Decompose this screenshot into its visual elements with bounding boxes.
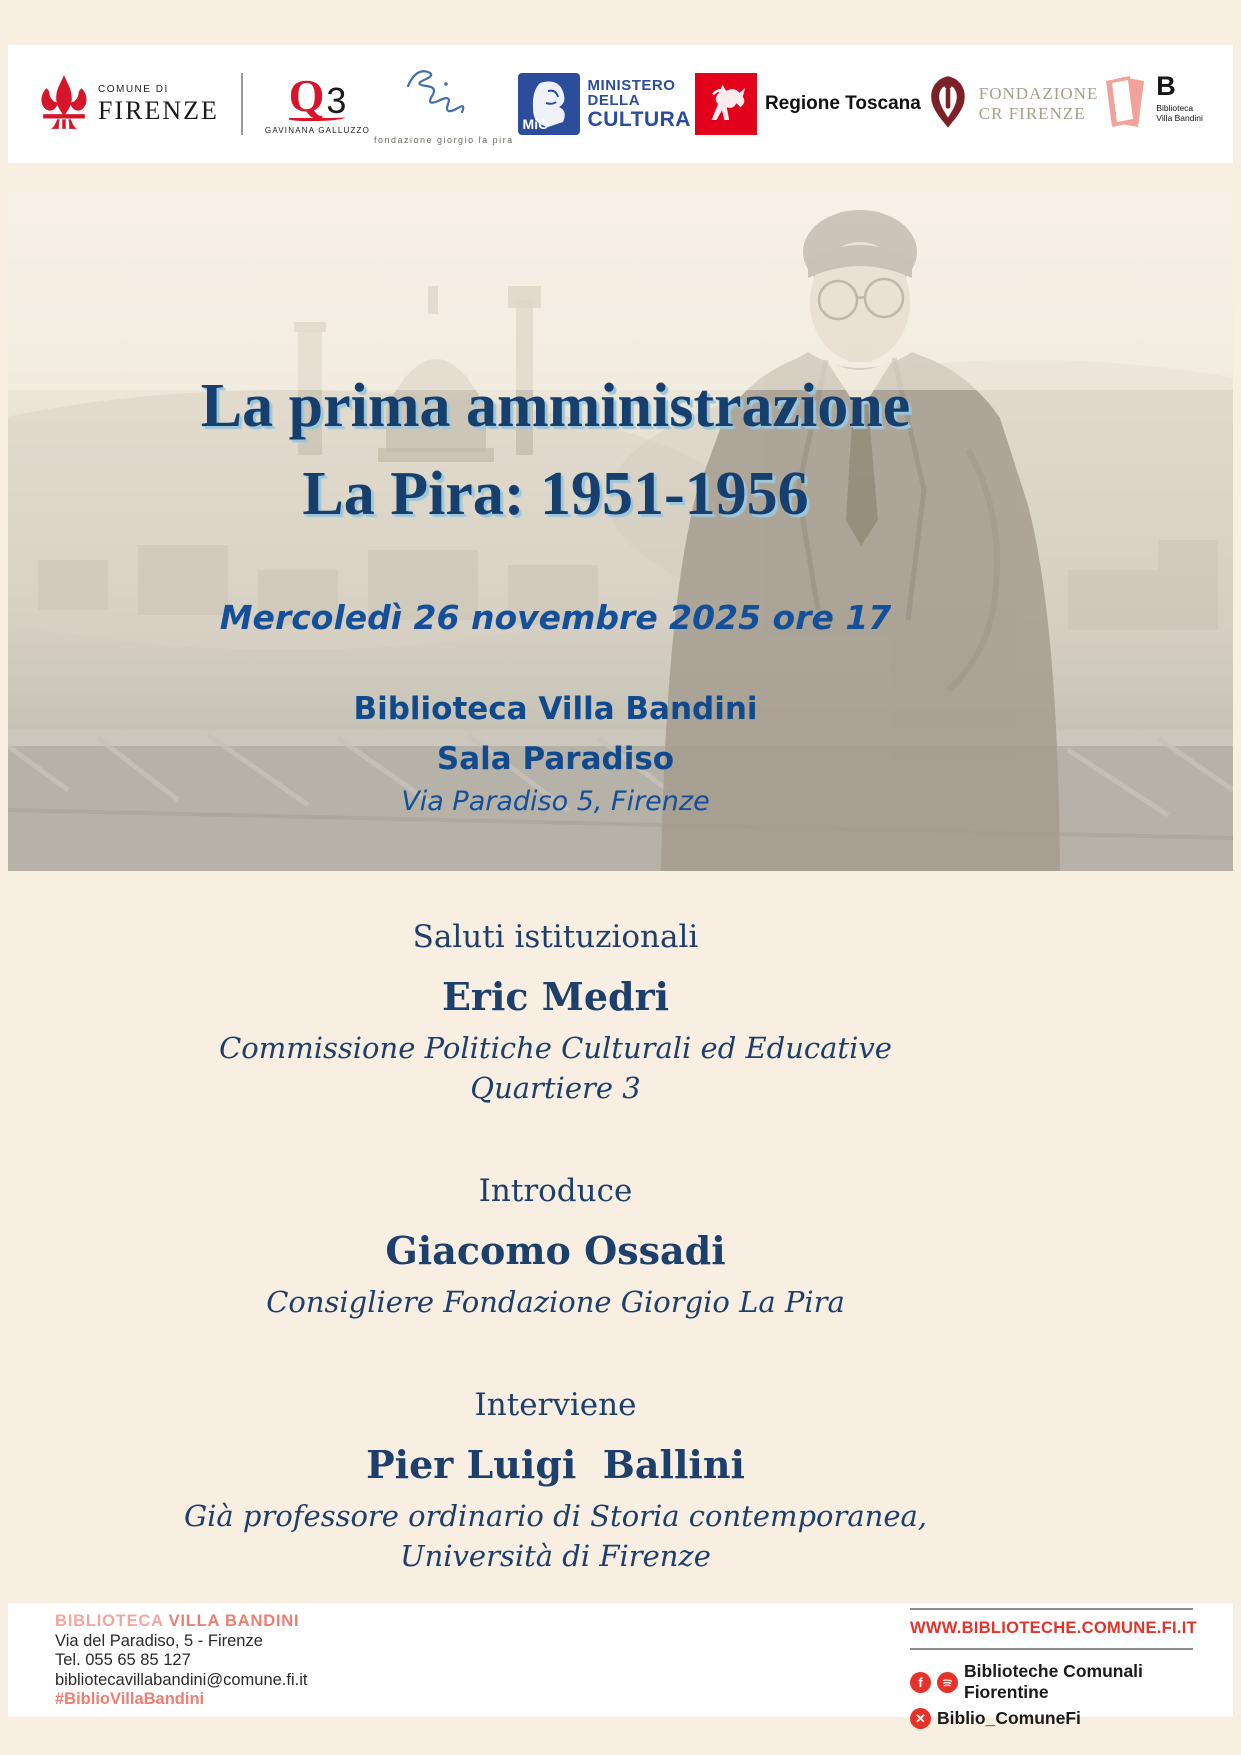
- fondazione-cr-firenze-logo: [925, 73, 1099, 136]
- regione-toscana-label: Regione Toscana: [764, 93, 921, 114]
- section-heading: Saluti istituzionali: [412, 919, 699, 955]
- bandini-line2: Villa Bandini: [1156, 113, 1203, 124]
- hero-photo: [8, 190, 1233, 871]
- logo-divider: [241, 73, 243, 135]
- ministero-cultura-logo: [518, 73, 691, 135]
- speaker-role: [0, 1028, 1111, 1108]
- section-heading: Introduce: [478, 1173, 633, 1209]
- library-email: bibliotecavillabandini@comune.fi.it: [55, 1670, 308, 1689]
- library-hashtag: #BiblioVillaBandini: [55, 1690, 205, 1708]
- program-section-saluti: [0, 918, 1111, 1108]
- mic-box-label: MiC: [522, 116, 549, 132]
- mic-line3: CULTURA: [587, 107, 691, 131]
- la-pira-signature-icon: [402, 64, 486, 125]
- event-address: Via Paradiso 5, Firenze: [401, 786, 710, 817]
- mic-line2: DELLA: [587, 92, 641, 110]
- bandini-line1: Biblioteca: [1156, 102, 1194, 113]
- quartiere3-logo: [264, 70, 371, 135]
- hero-text-block: [8, 190, 1233, 871]
- partner-logo-band: [8, 45, 1233, 163]
- florence-lily-icon: [38, 70, 90, 139]
- speaker-name: Pier Luigi Ballini: [366, 1442, 745, 1487]
- speaker-role: [0, 1496, 1111, 1576]
- event-title: [8, 362, 1103, 538]
- q3-caption: GAVINANA GALLUZZO: [264, 126, 371, 135]
- cr-firenze-line2: CR FIRENZE: [978, 104, 1086, 123]
- speaker-name: Eric Medri: [441, 974, 670, 1019]
- comune-line2: FIRENZE: [98, 95, 219, 125]
- divider-rule-top: [910, 1608, 1193, 1610]
- library-address: Via del Paradiso, 5 - Firenze: [55, 1631, 263, 1650]
- mic-profile-icon: [518, 73, 580, 135]
- library-phone: Tel. 055 65 85 127: [55, 1651, 191, 1669]
- spotify-icon: [937, 1672, 958, 1693]
- library-label: BIBLIOTECA: [55, 1612, 164, 1630]
- section-heading: Interviene: [474, 1387, 637, 1423]
- program-list: [0, 918, 1111, 1640]
- program-section-introduce: [0, 1172, 1111, 1322]
- comune-line1: COMUNE DI: [98, 83, 169, 95]
- library-contact-block: [55, 1612, 307, 1710]
- event-venue: [8, 684, 1103, 784]
- program-section-interviene: [0, 1386, 1111, 1576]
- speaker-name: Giacomo Ossadi: [385, 1228, 726, 1273]
- mic-line1: MINISTERO: [587, 77, 676, 94]
- event-date: Mercoledì 26 novembre 2025 ore 17: [219, 598, 892, 637]
- speaker-role-line2: Università di Firenze: [400, 1539, 711, 1573]
- x-twitter-icon: ✕: [910, 1708, 931, 1729]
- speaker-role-line1: Già professore ordinario di Storia contemporanea,: [183, 1499, 928, 1533]
- cr-firenze-emblem-icon: [925, 73, 971, 136]
- divider-rule-bottom: [910, 1648, 1193, 1650]
- event-title-line2: La Pira: 1951-1956: [302, 460, 809, 528]
- event-venue-line1: Biblioteca Villa Bandini: [353, 691, 758, 727]
- regione-toscana-logo: [695, 73, 921, 135]
- facebook-icon: f: [910, 1672, 931, 1693]
- social-handle-1: Biblioteche Comunali Fiorentine: [964, 1661, 1143, 1702]
- q3-number: 3: [326, 80, 347, 121]
- fondazione-la-pira-logo: [374, 64, 514, 145]
- book-pages-icon: [1102, 73, 1148, 136]
- la-pira-caption: fondazione giorgio la pira: [374, 134, 514, 145]
- event-title-line1: La prima amministrazione: [200, 372, 911, 440]
- speaker-role: [0, 1282, 1111, 1322]
- speaker-role-line1: Consigliere Fondazione Giorgio La Pira: [266, 1285, 845, 1319]
- pegasus-icon: [695, 73, 757, 135]
- speaker-role-line1: Commissione Politiche Culturali ed Educative: [219, 1031, 892, 1065]
- cr-firenze-line1: FONDAZIONE: [978, 84, 1099, 104]
- social-handle-2: Biblio_ComuneFi: [937, 1708, 1081, 1728]
- bandini-b: B: [1156, 70, 1176, 101]
- footer-band: [8, 1603, 1233, 1728]
- q3-q: Q: [288, 70, 325, 121]
- event-venue-line2: Sala Paradiso: [436, 741, 675, 777]
- network-links-block: [910, 1608, 1198, 1734]
- biblioteca-villa-bandini-logo: [1102, 70, 1203, 136]
- library-name: VILLA BANDINI: [168, 1612, 300, 1630]
- comune-firenze-logo: [38, 70, 370, 139]
- speaker-role-line2: Quartiere 3: [470, 1071, 641, 1105]
- website-url: WWW.BIBLIOTECHE.COMUNE.FI.IT: [910, 1619, 1198, 1637]
